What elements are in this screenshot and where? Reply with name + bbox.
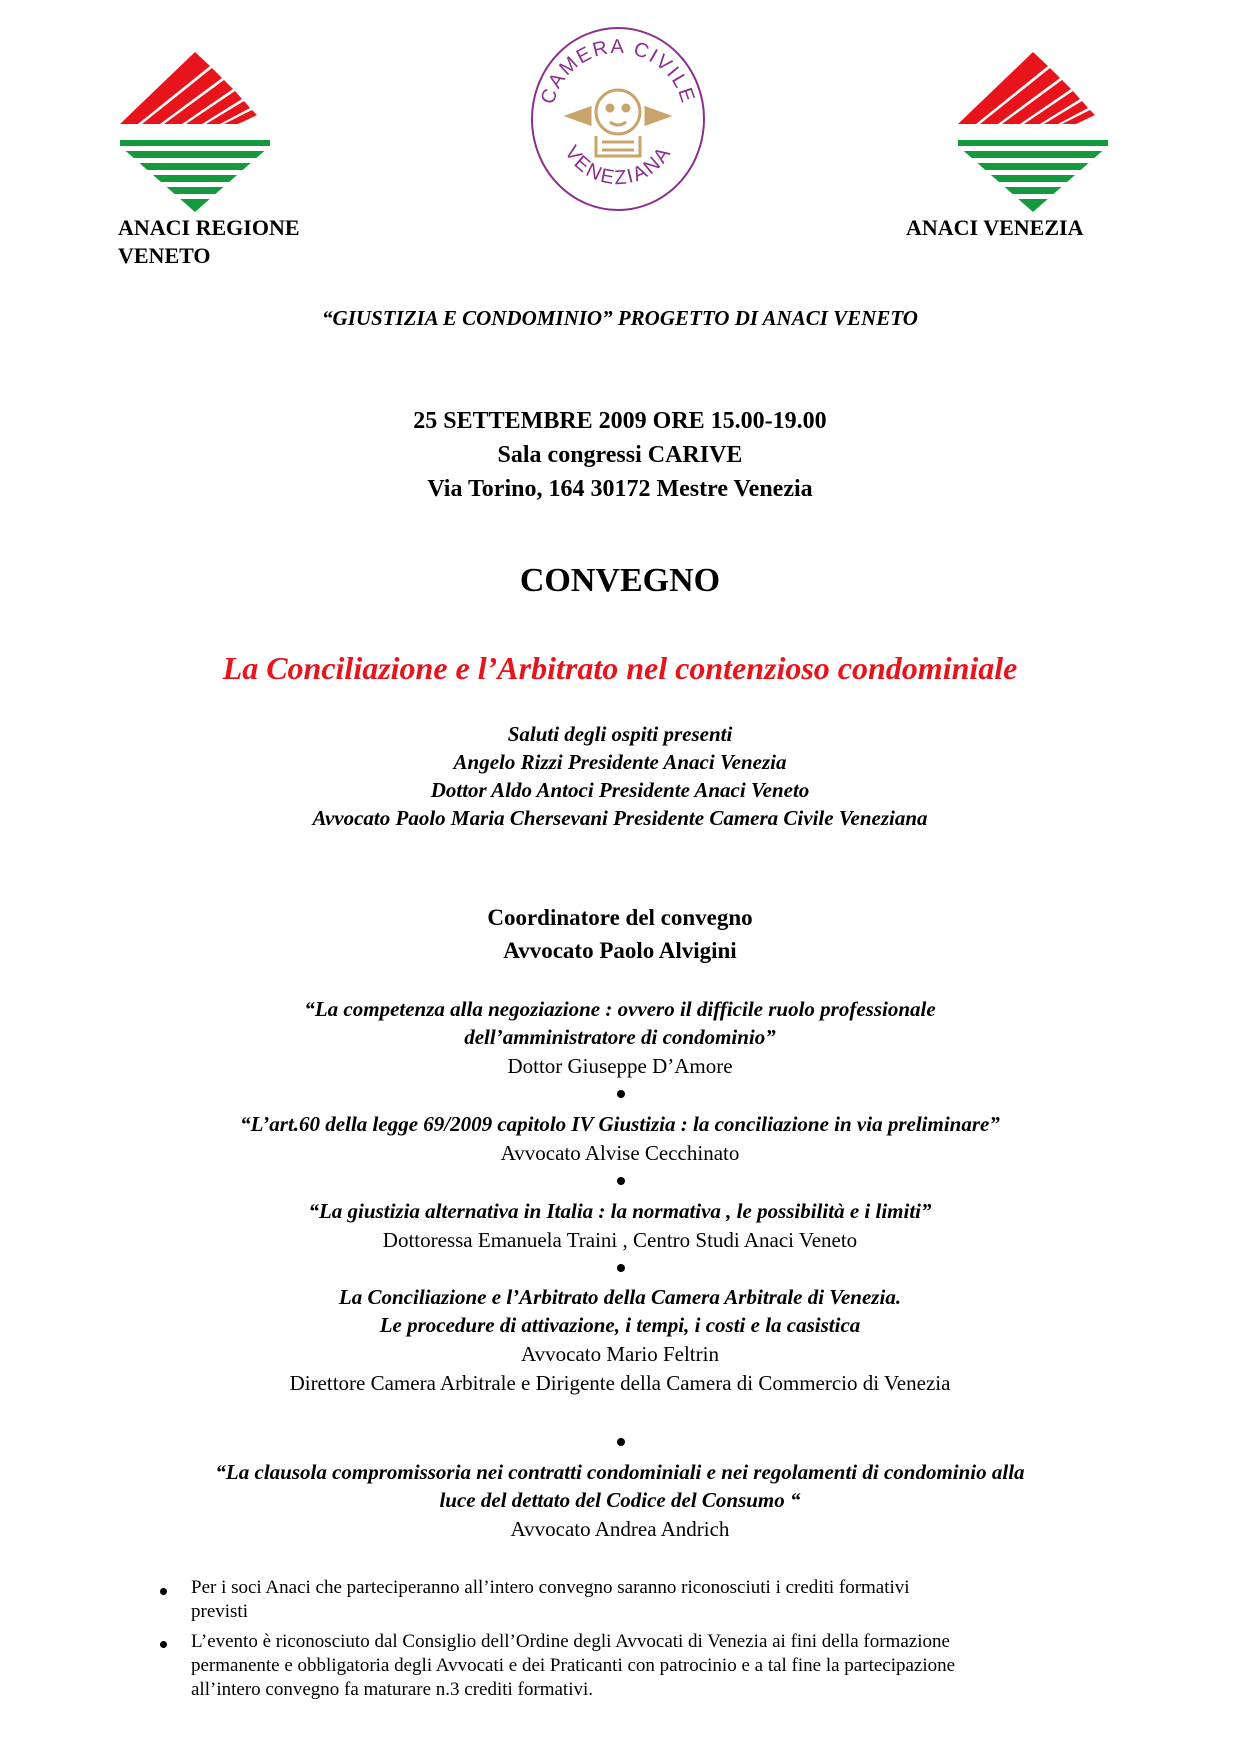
note-line: all’intero convegno fa maturare n.3 crediti formativi. (191, 1679, 594, 1700)
note-line: L’evento è riconosciuto dal Consiglio dell’Ordine degli Avvocati di Venezia ai fini della formazione (191, 1631, 950, 1652)
event-address: Via Torino, 164 30172 Mestre Venezia (427, 476, 813, 502)
note-bullet (160, 1588, 167, 1595)
note-line: Per i soci Anaci che parteciperanno all’intero convegno saranno riconosciuti i crediti formativi (191, 1577, 910, 1598)
talk-speaker: Avvocato Andrea Andrich (510, 1517, 730, 1541)
talk-title: “L’art.60 della legge 69/2009 capitolo IV Giustizia : la conciliazione in via preliminare” (240, 1112, 1000, 1136)
note-credits-avvocati (191, 1630, 1121, 1702)
greeting-line: Angelo Rizzi Presidente Anaci Venezia (453, 750, 787, 774)
anaci-regione-label-line1: ANACI REGIONE (118, 215, 300, 240)
anaci-regione-veneto-logo (120, 52, 270, 212)
event-date-time: 25 SETTEMBRE 2009 ORE 15.00-19.00 (413, 408, 827, 434)
svg-text:CAMERA CIVILE (537, 36, 699, 107)
talk-speaker-role: Direttore Camera Arbitrale e Dirigente della Camera di Commercio di Venezia (289, 1371, 951, 1395)
separator-bullet (617, 1177, 625, 1185)
talk-speaker: Avvocato Mario Feltrin (521, 1342, 719, 1366)
page-title: CONVEGNO (519, 562, 721, 599)
note-bullet (160, 1641, 167, 1648)
anaci-regione-label-line2: VENETO (118, 243, 211, 268)
camera-civile-veneziana-seal (528, 24, 708, 214)
anaci-venezia-label: ANACI VENEZIA (906, 215, 1084, 240)
subtitle: La Conciliazione e l’Arbitrato nel contenzioso condominiale (222, 650, 1018, 686)
talk-speaker: Avvocato Alvise Cecchinato (500, 1141, 740, 1165)
coordinator-name: Avvocato Paolo Alvigini (503, 938, 737, 963)
greeting-line: Avvocato Paolo Maria Chersevani Presidente Camera Civile Veneziana (312, 806, 928, 830)
talk-title: Le procedure di attivazione, i tempi, i costi e la casistica (379, 1313, 861, 1337)
talk-title: “La competenza alla negoziazione : ovvero il difficile ruolo professionale (304, 997, 936, 1021)
note-line: previsti (191, 1601, 248, 1622)
separator-bullet (617, 1264, 625, 1272)
talk-title: La Conciliazione e l’Arbitrato della Camera Arbitrale di Venezia. (338, 1285, 902, 1309)
greetings-heading: Saluti degli ospiti presenti (507, 722, 733, 746)
event-venue: Sala congressi CARIVE (497, 442, 743, 468)
lion-emblem-icon (568, 90, 668, 156)
talk-title: “La giustizia alternativa in Italia : la normativa , le possibilità e i limiti” (308, 1199, 932, 1223)
coordinator-label: Coordinatore del convegno (487, 905, 753, 930)
separator-bullet (617, 1090, 625, 1098)
talk-speaker: Dottor Giuseppe D’Amore (507, 1054, 733, 1078)
separator-bullet (617, 1438, 625, 1446)
anaci-regione-label (118, 214, 300, 270)
talk-title: dell’amministratore di condominio” (464, 1025, 776, 1049)
note-line: permanente e obbligatoria degli Avvocati e dei Praticanti con patrocinio e a tal fine la partecipazione (191, 1655, 956, 1676)
seal-text-bottom: VENEZIANA (560, 142, 676, 190)
greeting-line: Dottor Aldo Antoci Presidente Anaci Veneto (430, 778, 810, 802)
seal-text-top: CAMERA CIVILE (536, 35, 700, 107)
note-credits-soci (191, 1576, 1121, 1624)
talk-speaker: Dottoressa Emanuela Traini , Centro Studi Anaci Veneto (382, 1228, 858, 1252)
project-line: “GIUSTIZIA E CONDOMINIO” PROGETTO DI ANACI VENETO (322, 306, 918, 330)
anaci-venezia-logo (958, 52, 1108, 212)
talk-title: luce del dettato del Codice del Consumo “ (439, 1488, 801, 1512)
talk-title: “La clausola compromissoria nei contratti condominiali e nei regolamenti di condominio alla (215, 1460, 1025, 1484)
